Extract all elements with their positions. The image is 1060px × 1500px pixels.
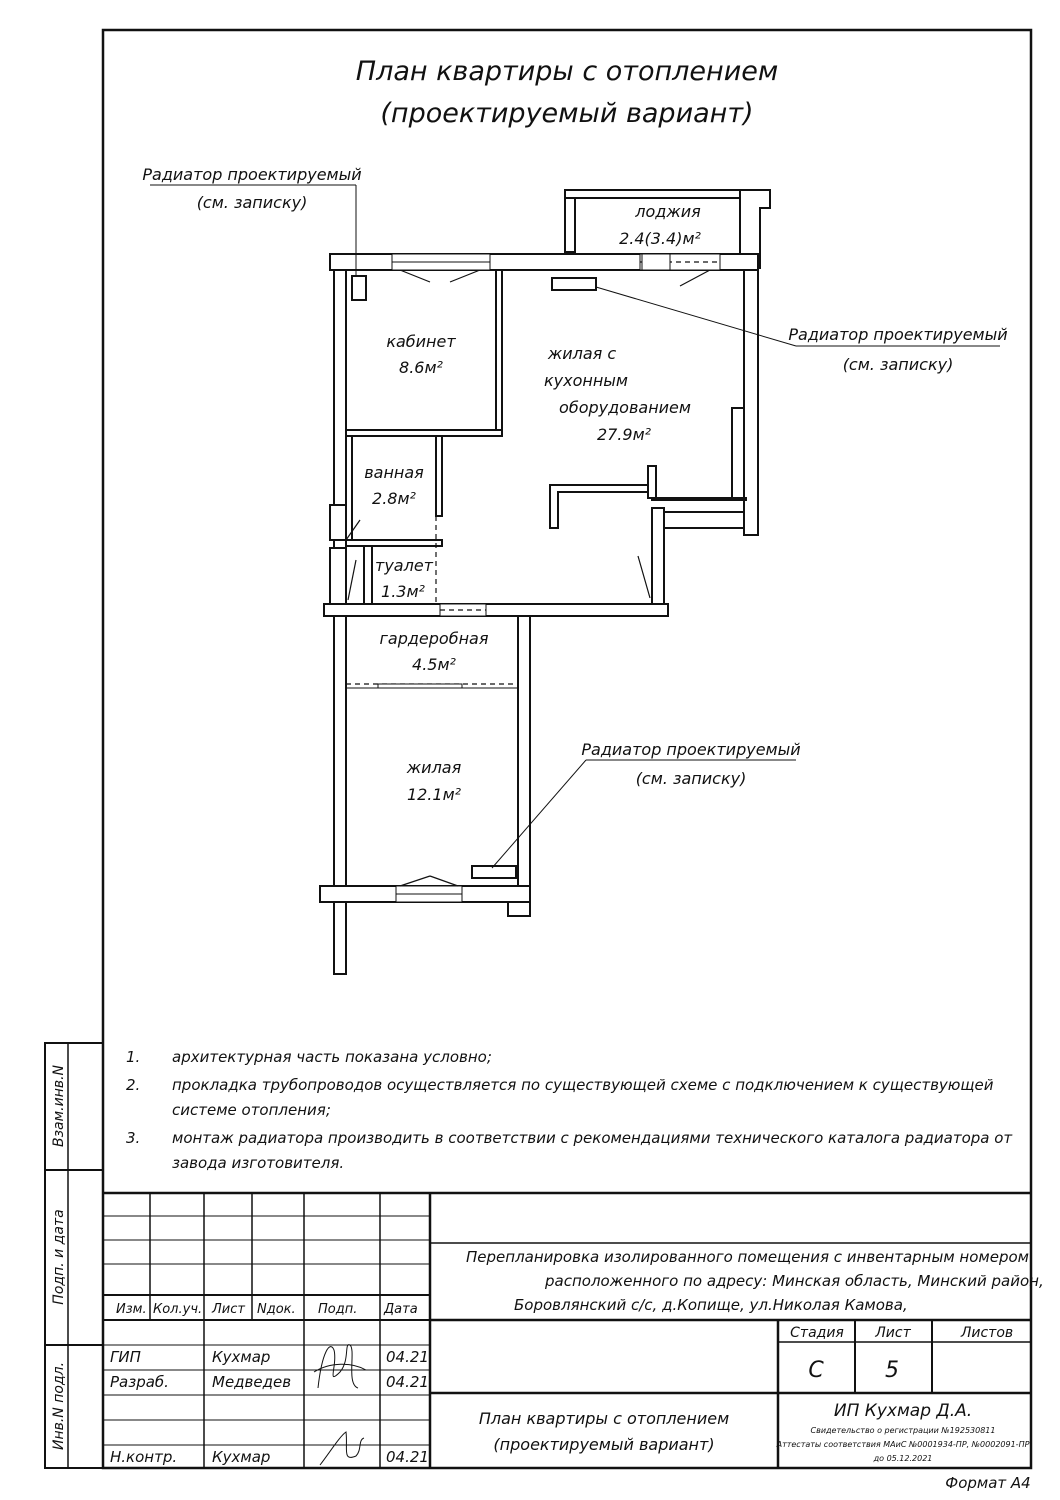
tb-stage-header: Стадия bbox=[790, 1325, 844, 1341]
signature-kukhmar-2 bbox=[320, 1432, 364, 1465]
note-1-num: 1. bbox=[126, 1048, 141, 1066]
room-zhilaya-name: жилая bbox=[406, 758, 462, 777]
tb-company-line-1: Свидетельство о регистрации №192530811 bbox=[810, 1426, 996, 1435]
radiator-kitchen bbox=[552, 278, 596, 290]
bath-wall-right bbox=[436, 436, 442, 516]
callout-3-note: (см. записку) bbox=[635, 769, 747, 788]
callout-1-note: (см. записку) bbox=[196, 193, 308, 212]
note-3-line-2: завода изготовителя. bbox=[172, 1154, 345, 1172]
tb-sheet-value: 5 bbox=[885, 1358, 899, 1383]
right-exterior-wall bbox=[744, 270, 758, 535]
corridor-wall-right bbox=[652, 508, 664, 604]
tb-row-3-date: 04.21 bbox=[386, 1448, 429, 1466]
callout-2-note: (см. записку) bbox=[842, 355, 954, 374]
note-1-line-1: архитектурная часть показана условно; bbox=[172, 1048, 492, 1066]
tb-row-1-date: 04.21 bbox=[386, 1348, 429, 1366]
radiator-zhilaya bbox=[472, 866, 516, 878]
tb-header-izm: Изм. bbox=[116, 1302, 147, 1317]
page-title: План квартиры с отоплением bbox=[355, 56, 779, 87]
tb-row-2-date: 04.21 bbox=[386, 1373, 429, 1391]
room-bath-name: ванная bbox=[364, 463, 424, 482]
tb-sheets-header: Листов bbox=[960, 1325, 1014, 1341]
signature-kukhmar-1 bbox=[318, 1345, 358, 1388]
stamp-podp-data: Подп. и дата bbox=[51, 1209, 67, 1305]
kitchen-partition bbox=[550, 485, 652, 528]
title-block bbox=[103, 1193, 1044, 1468]
right-wall-step bbox=[662, 512, 744, 528]
tb-drawing-title-2: (проектируемый вариант) bbox=[493, 1435, 715, 1454]
corridor-wall bbox=[324, 604, 668, 616]
note-3-num: 3. bbox=[126, 1129, 141, 1147]
room-kitchen-name-2: кухонным bbox=[543, 371, 629, 390]
stamp-inv-podl: Инв.N подл. bbox=[51, 1361, 67, 1451]
right-wall-niche bbox=[732, 408, 744, 500]
page-subtitle: (проектируемый вариант) bbox=[380, 98, 754, 129]
kabinet-wall-right bbox=[496, 270, 502, 430]
tb-project-line-2: расположенного по адресу: Минская область, Минский район, bbox=[545, 1272, 1044, 1290]
format-label: Формат А4 bbox=[945, 1474, 1031, 1492]
kabinet-wall-bottom bbox=[346, 430, 502, 436]
tb-header-kol: Кол.уч. bbox=[153, 1302, 203, 1317]
room-kabinet-name: кабинет bbox=[386, 332, 456, 351]
tb-row-3-role: Н.контр. bbox=[110, 1448, 178, 1466]
note-3-line-1: монтаж радиатора производить в соответствии с рекомендациями технического каталога радиатора от bbox=[172, 1129, 1013, 1147]
loggia-wall-top bbox=[565, 190, 745, 198]
tb-sheet-header: Лист bbox=[875, 1325, 911, 1341]
tb-header-list: Лист bbox=[212, 1302, 245, 1317]
room-kitchen-name-3: оборудованием bbox=[559, 398, 691, 417]
callout-3 bbox=[492, 740, 801, 868]
floor-plan bbox=[320, 190, 770, 974]
tb-project-line-3: Боровлянский с/с, д.Копище, ул.Николая Камова, bbox=[514, 1296, 908, 1314]
callout-1 bbox=[142, 165, 361, 276]
tb-header-podp: Подп. bbox=[318, 1302, 358, 1317]
radiator-kabinet bbox=[352, 276, 366, 300]
room-bath-area: 2.8м² bbox=[372, 489, 416, 508]
note-2-num: 2. bbox=[126, 1076, 141, 1094]
tb-row-2-name: Медведев bbox=[212, 1373, 292, 1391]
room-zhilaya-area: 12.1м² bbox=[406, 785, 462, 804]
room-loggia-name: лоджия bbox=[635, 202, 701, 221]
note-2-line-1: прокладка трубопроводов осуществляется по существующей схеме с подключением к существующей bbox=[172, 1076, 994, 1094]
left-exterior-wall-lower bbox=[334, 616, 346, 886]
tb-project-line-1: Перепланировка изолированного помещения с инвентарным номером bbox=[466, 1248, 1029, 1266]
callout-3-label: Радиатор проектируемый bbox=[581, 740, 801, 759]
room-wardrobe-area: 4.5м² bbox=[412, 655, 456, 674]
tb-company-name: ИП Кухмар Д.А. bbox=[833, 1401, 973, 1421]
callout-1-label: Радиатор проектируемый bbox=[142, 165, 362, 184]
room-toilet-area: 1.3м² bbox=[381, 582, 425, 601]
loggia-wall-left bbox=[565, 190, 575, 252]
stamp-vzam-inv: Взам.инв.N bbox=[51, 1064, 67, 1148]
tb-row-1-name: Кухмар bbox=[212, 1348, 271, 1366]
notes-list bbox=[126, 1048, 1013, 1172]
tb-header-ndok: Nдок. bbox=[257, 1302, 296, 1317]
tb-row-2-role: Разраб. bbox=[110, 1373, 169, 1391]
room-kitchen-name-1: жилая с bbox=[547, 344, 617, 363]
tb-company-line-2: Аттестаты соответствия МАиС №0001934-ПР, №0002091-ПР bbox=[776, 1440, 1030, 1449]
side-stamps bbox=[45, 1043, 103, 1468]
tb-header-data: Дата bbox=[384, 1302, 418, 1317]
tb-row-3-name: Кухмар bbox=[212, 1448, 271, 1466]
tb-company-line-3: до 05.12.2021 bbox=[873, 1454, 933, 1463]
room-toilet-name: туалет bbox=[375, 556, 433, 575]
right-wall-lower bbox=[518, 616, 530, 916]
room-kitchen-area: 27.9м² bbox=[596, 425, 652, 444]
callout-2 bbox=[596, 287, 1008, 374]
tb-drawing-title-1: План квартиры с отоплением bbox=[478, 1409, 730, 1428]
room-kabinet-area: 8.6м² bbox=[399, 358, 443, 377]
room-wardrobe-name: гардеробная bbox=[379, 629, 489, 648]
toilet-wall-left bbox=[364, 546, 372, 604]
room-loggia-area: 2.4(3.4)м² bbox=[619, 229, 701, 248]
tb-row-1-role: ГИП bbox=[110, 1348, 141, 1366]
bath-wall-bottom bbox=[346, 540, 442, 546]
note-2-line-2: системе отопления; bbox=[172, 1101, 331, 1119]
tb-stage-value: С bbox=[808, 1358, 824, 1383]
callout-2-label: Радиатор проектируемый bbox=[788, 325, 1008, 344]
